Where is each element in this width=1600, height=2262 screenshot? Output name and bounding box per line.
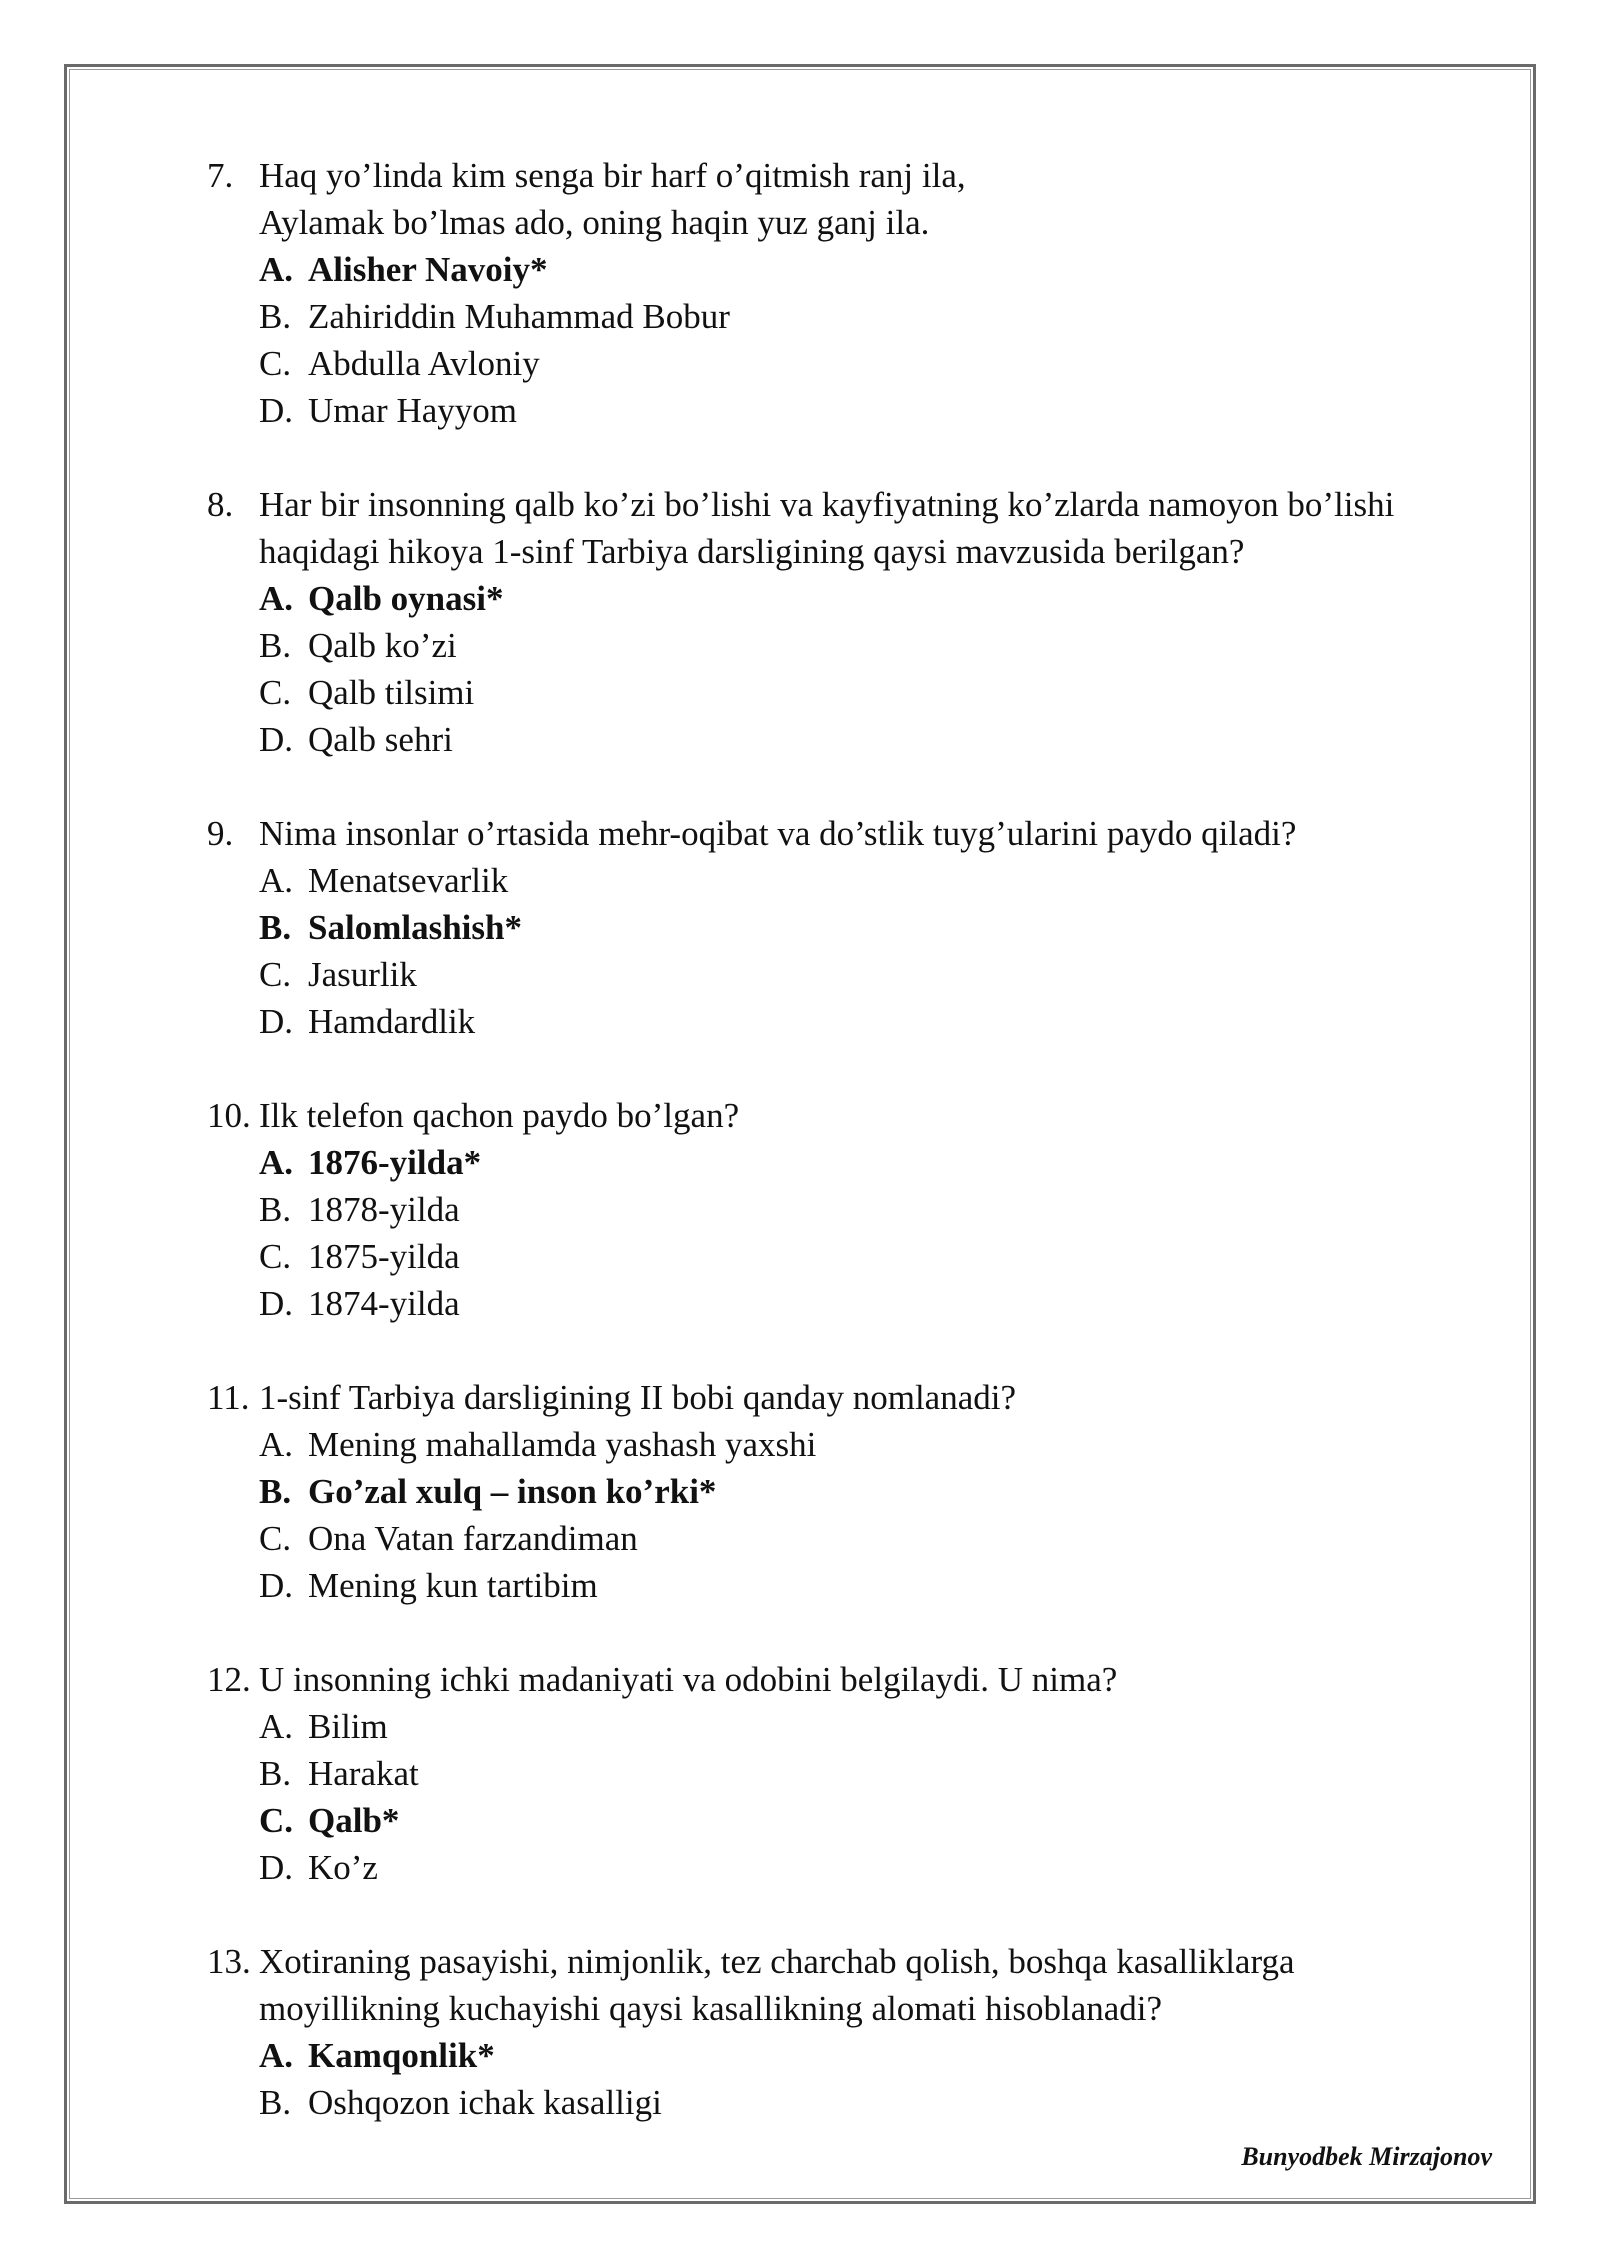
option-letter: C. [259, 1237, 292, 1276]
question-text [259, 1374, 1492, 1421]
question-text-line: Xotiraning pasayishi, nimjonlik, tez charchab qolish, boshqa kasalliklarga [259, 1942, 1295, 1981]
answer-options [259, 1703, 1492, 1891]
question-stem [207, 1938, 1492, 2032]
question-number: 7. [207, 156, 234, 195]
question-text-line: Haq yo’linda kim senga bir harf o’qitmish ranj ila, [259, 156, 966, 195]
option-letter: C. [259, 1519, 292, 1558]
option-letter: D. [259, 1284, 294, 1323]
question-text-line: haqidagi hikoya 1-sinf Tarbiya darsligining qaysi mavzusida berilgan? [259, 532, 1245, 571]
option-letter: B. [259, 1754, 292, 1793]
option-text: Ona Vatan farzandiman [308, 1519, 638, 1558]
question-text-line: 1-sinf Tarbiya darsligining II bobi qanday nomlanadi? [259, 1378, 1016, 1417]
question-number: 11. [207, 1378, 250, 1417]
question-text [259, 1938, 1492, 2032]
answer-option [259, 857, 1492, 904]
answer-option-correct [259, 2032, 1492, 2079]
answer-options [259, 246, 1492, 434]
author-signature: Bunyodbek Mirzajonov [1241, 2142, 1492, 2171]
question-9 [207, 810, 1492, 1045]
option-letter: B. [259, 297, 292, 336]
question-text-line: Aylamak bo’lmas ado, oning haqin yuz ganj ila. [259, 203, 930, 242]
option-letter: A. [259, 1707, 294, 1746]
option-text: Kamqonlik* [308, 2036, 495, 2075]
option-text: 1875-yilda [308, 1237, 460, 1276]
option-letter: A. [259, 861, 294, 900]
option-letter: D. [259, 391, 294, 430]
question-stem [207, 481, 1492, 575]
answer-option [259, 2079, 1492, 2126]
option-text: Salomlashish* [308, 908, 522, 947]
answer-option [259, 1280, 1492, 1327]
question-text [259, 1092, 1492, 1139]
answer-option [259, 669, 1492, 716]
option-letter: A. [259, 1425, 294, 1464]
answer-option [259, 1750, 1492, 1797]
option-text: Menatsevarlik [308, 861, 509, 900]
question-8 [207, 481, 1492, 763]
answer-option [259, 1421, 1492, 1468]
answer-option [259, 1515, 1492, 1562]
option-text: Abdulla Avloniy [308, 344, 540, 383]
answer-option-correct [259, 1797, 1492, 1844]
question-11 [207, 1374, 1492, 1609]
answer-option [259, 998, 1492, 1045]
option-letter: A. [259, 1143, 294, 1182]
option-text: Umar Hayyom [308, 391, 517, 430]
answer-options [259, 1139, 1492, 1327]
answer-option [259, 951, 1492, 998]
option-text: Mening mahallamda yashash yaxshi [308, 1425, 817, 1464]
option-letter: A. [259, 2036, 294, 2075]
answer-option [259, 340, 1492, 387]
answer-option [259, 387, 1492, 434]
answer-options [259, 857, 1492, 1045]
option-text: Zahiriddin Muhammad Bobur [308, 297, 730, 336]
question-10 [207, 1092, 1492, 1327]
option-text: Mening kun tartibim [308, 1566, 598, 1605]
option-letter: D. [259, 1002, 294, 1041]
option-text: 1876-yilda* [308, 1143, 482, 1182]
question-number: 12. [207, 1660, 251, 1699]
option-text: Hamdardlik [308, 1002, 476, 1041]
option-letter: C. [259, 344, 292, 383]
answer-option [259, 1844, 1492, 1891]
question-stem [207, 1092, 1492, 1139]
option-text: Bilim [308, 1707, 388, 1746]
answer-options [259, 1421, 1492, 1609]
answer-option-correct [259, 246, 1492, 293]
answer-option [259, 293, 1492, 340]
question-stem [207, 152, 1492, 246]
option-text: Qalb oynasi* [308, 579, 504, 618]
option-text: Qalb ko’zi [308, 626, 457, 665]
option-letter: B. [259, 2083, 292, 2122]
option-letter: B. [259, 1190, 292, 1229]
question-text-line: Ilk telefon qachon paydo bo’lgan? [259, 1096, 740, 1135]
option-letter: C. [259, 673, 292, 712]
question-number: 9. [207, 814, 234, 853]
question-text-line: Har bir insonning qalb ko’zi bo’lishi va kayfiyatning ko’zlarda namoyon bo’lishi [259, 485, 1395, 524]
option-letter: B. [259, 908, 292, 947]
answer-option-correct [259, 904, 1492, 951]
option-text: Jasurlik [308, 955, 417, 994]
answer-option [259, 1562, 1492, 1609]
question-text-line: Nima insonlar o’rtasida mehr-oqibat va do’stlik tuyg’ularini paydo qiladi? [259, 814, 1297, 853]
option-letter: D. [259, 1566, 294, 1605]
answer-options [259, 575, 1492, 763]
option-text: Harakat [308, 1754, 419, 1793]
option-letter: D. [259, 1848, 294, 1887]
option-text: Qalb sehri [308, 720, 453, 759]
option-letter: A. [259, 579, 294, 618]
answer-option [259, 1233, 1492, 1280]
option-text: Qalb tilsimi [308, 673, 475, 712]
option-text: Oshqozon ichak kasalligi [308, 2083, 662, 2122]
option-text: 1878-yilda [308, 1190, 460, 1229]
question-7 [207, 152, 1492, 434]
answer-option-correct [259, 1468, 1492, 1515]
option-text: Alisher Navoiy* [308, 250, 548, 289]
option-letter: B. [259, 626, 292, 665]
question-13 [207, 1938, 1492, 2126]
question-text-line: U insonning ichki madaniyati va odobini belgilaydi. U nima? [259, 1660, 1118, 1699]
question-text [259, 152, 1492, 246]
answer-options [259, 2032, 1492, 2126]
question-number: 8. [207, 485, 234, 524]
answer-option [259, 622, 1492, 669]
answer-option [259, 716, 1492, 763]
question-stem [207, 810, 1492, 857]
question-text [259, 1656, 1492, 1703]
option-letter: D. [259, 720, 294, 759]
option-text: Go’zal xulq – inson ko’rki* [308, 1472, 717, 1511]
question-number: 10. [207, 1096, 251, 1135]
answer-option [259, 1703, 1492, 1750]
answer-option-correct [259, 1139, 1492, 1186]
answer-option [259, 1186, 1492, 1233]
question-text-line: moyillikning kuchayishi qaysi kasallikning alomati hisoblanadi? [259, 1989, 1163, 2028]
option-letter: B. [259, 1472, 292, 1511]
option-text: Qalb* [308, 1801, 400, 1840]
question-12 [207, 1656, 1492, 1891]
option-text: Ko’z [308, 1848, 378, 1887]
question-number: 13. [207, 1942, 251, 1981]
question-text [259, 810, 1492, 857]
option-text: 1874-yilda [308, 1284, 460, 1323]
option-letter: C. [259, 955, 292, 994]
question-text [259, 481, 1492, 575]
option-letter: C. [259, 1801, 294, 1840]
question-stem [207, 1656, 1492, 1703]
quiz-content [207, 152, 1492, 2173]
option-letter: A. [259, 250, 294, 289]
question-stem [207, 1374, 1492, 1421]
answer-option-correct [259, 575, 1492, 622]
